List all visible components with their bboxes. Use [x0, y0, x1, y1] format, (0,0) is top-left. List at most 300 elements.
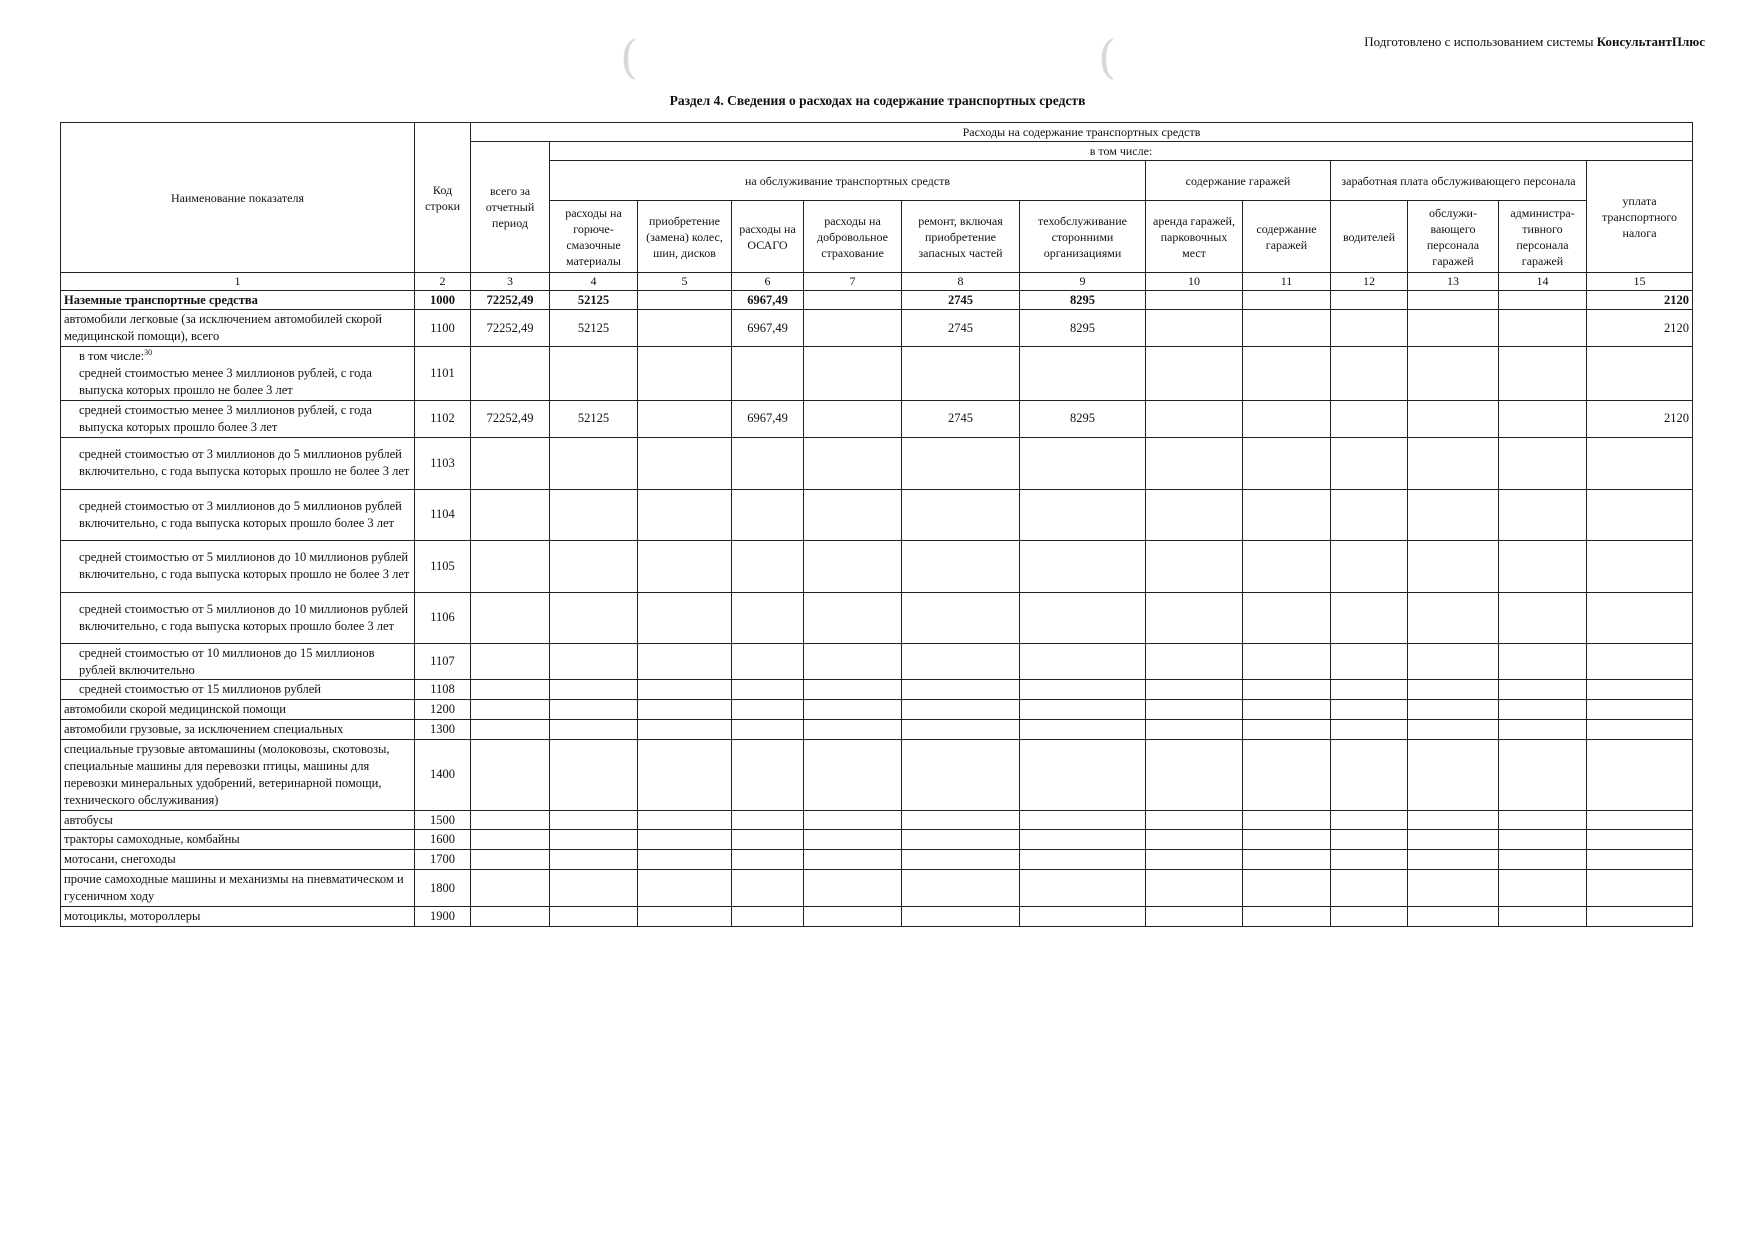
cell-admin — [1499, 906, 1587, 926]
cell-wheels — [638, 347, 732, 401]
cell-fuel — [550, 906, 638, 926]
cell-repair — [902, 437, 1020, 489]
cell-tax: 2120 — [1587, 400, 1693, 437]
row-code: 1600 — [415, 830, 471, 850]
row-code: 1108 — [415, 680, 471, 700]
cell-service — [1408, 830, 1499, 850]
col-name-header: Наименование показателя — [61, 123, 415, 273]
cell-total — [471, 592, 550, 643]
row-code: 1900 — [415, 906, 471, 926]
row-prefix: в том числе:$^{30}$ — [79, 348, 153, 364]
table-row — [61, 680, 1693, 700]
cell-wheels — [638, 810, 732, 830]
cell-rent — [1146, 850, 1243, 870]
cell-rent — [1146, 680, 1243, 700]
cell-maint — [1020, 740, 1146, 811]
cell-fuel — [550, 489, 638, 540]
cell-maint — [1020, 870, 1146, 907]
cell-total — [471, 489, 550, 540]
insurance-header: расходы на добровольное страхование — [804, 201, 902, 273]
row-code: 1102 — [415, 400, 471, 437]
cell-wheels — [638, 850, 732, 870]
cell-drivers — [1331, 810, 1408, 830]
cell-drivers — [1331, 290, 1408, 310]
cell-garage — [1243, 489, 1331, 540]
cell-wheels — [638, 740, 732, 811]
cell-rent — [1146, 870, 1243, 907]
col-num: 9 — [1020, 273, 1146, 290]
cell-service — [1408, 643, 1499, 680]
cell-osago — [732, 437, 804, 489]
cell-service — [1408, 680, 1499, 700]
cell-rent — [1146, 290, 1243, 310]
cell-tax — [1587, 592, 1693, 643]
cell-tax — [1587, 850, 1693, 870]
cell-repair — [902, 740, 1020, 811]
table-row — [61, 643, 1693, 680]
row-code: 1400 — [415, 740, 471, 811]
table-row — [61, 740, 1693, 811]
row-name — [61, 700, 415, 720]
cell-wheels — [638, 700, 732, 720]
row-name-text: прочие самоходные машины и механизмы на пневматическом и гусеничном ходу — [64, 872, 404, 904]
cell-garage — [1243, 720, 1331, 740]
cell-repair — [902, 810, 1020, 830]
cell-rent — [1146, 700, 1243, 720]
cell-admin — [1499, 540, 1587, 592]
cell-service — [1408, 290, 1499, 310]
cell-wheels — [638, 489, 732, 540]
cell-osago — [732, 810, 804, 830]
row-name-text: средней стоимостью от 15 миллионов рублей — [79, 682, 321, 697]
cell-tax — [1587, 906, 1693, 926]
cell-fuel — [550, 700, 638, 720]
cell-tax — [1587, 540, 1693, 592]
cell-fuel — [550, 680, 638, 700]
cell-garage — [1243, 680, 1331, 700]
cell-garage — [1243, 810, 1331, 830]
cell-rent — [1146, 437, 1243, 489]
cell-service — [1408, 850, 1499, 870]
row-code: 1000 — [415, 290, 471, 310]
cell-admin — [1499, 437, 1587, 489]
cell-osago — [732, 643, 804, 680]
table-row — [61, 700, 1693, 720]
including-header: в том числе: — [550, 142, 1693, 161]
cell-drivers — [1331, 870, 1408, 907]
row-name — [61, 720, 415, 740]
cell-fuel — [550, 740, 638, 811]
cell-rent — [1146, 489, 1243, 540]
cell-osago — [732, 720, 804, 740]
tax-header: уплата транспортного налога — [1587, 161, 1693, 273]
cell-total — [471, 740, 550, 811]
row-name-text: мотоциклы, мотороллеры — [64, 908, 201, 923]
cell-rent — [1146, 643, 1243, 680]
col-code-header: Код строки — [415, 123, 471, 273]
cell-garage — [1243, 870, 1331, 907]
col-num: 2 — [415, 273, 471, 290]
row-code: 1104 — [415, 489, 471, 540]
cell-garage — [1243, 643, 1331, 680]
cell-service — [1408, 310, 1499, 347]
row-name-text: Наземные транспортные средства — [64, 292, 258, 307]
cell-maint — [1020, 347, 1146, 401]
cell-drivers — [1331, 592, 1408, 643]
cell-wheels — [638, 310, 732, 347]
cell-maint — [1020, 810, 1146, 830]
cell-maint — [1020, 700, 1146, 720]
row-name — [61, 347, 415, 401]
cell-drivers — [1331, 720, 1408, 740]
row-code: 1200 — [415, 700, 471, 720]
col-num: 14 — [1499, 273, 1587, 290]
cell-garage — [1243, 290, 1331, 310]
cell-tax — [1587, 700, 1693, 720]
cell-repair: 2745 — [902, 310, 1020, 347]
admin-staff-header: администра-тивного персонала гаражей — [1499, 201, 1587, 273]
row-name-text: средней стоимостью от 3 миллионов до 5 миллионов рублей включительно, с года выпуска которых прошло не более 3 лет — [79, 447, 410, 479]
col-num: 12 — [1331, 273, 1408, 290]
cell-drivers — [1331, 347, 1408, 401]
cell-repair: 2745 — [902, 400, 1020, 437]
cell-tax — [1587, 489, 1693, 540]
expenses-header: Расходы на содержание транспортных средств — [471, 123, 1693, 142]
col-num: 6 — [732, 273, 804, 290]
footnote-mark: 30 — [144, 348, 153, 358]
row-name-text: средней стоимостью менее 3 миллионов рублей, с года выпуска которых прошло более 3 лет — [79, 402, 372, 434]
cell-total — [471, 700, 550, 720]
cell-maint — [1020, 437, 1146, 489]
row-name — [61, 830, 415, 850]
cell-repair — [902, 643, 1020, 680]
cell-insurance — [804, 643, 902, 680]
cell-insurance — [804, 906, 902, 926]
cell-wheels — [638, 400, 732, 437]
table-row — [61, 489, 1693, 540]
row-code: 1100 — [415, 310, 471, 347]
cell-repair — [902, 870, 1020, 907]
row-name-text: средней стоимостью менее 3 миллионов рублей, с года выпуска которых прошло не более 3 лет — [79, 366, 372, 398]
cell-drivers — [1331, 540, 1408, 592]
row-code: 1800 — [415, 870, 471, 907]
salary-group-header: заработная плата обслуживающего персонала — [1331, 161, 1587, 201]
table-row — [61, 870, 1693, 907]
cell-garage — [1243, 906, 1331, 926]
col-num: 5 — [638, 273, 732, 290]
table-row — [61, 830, 1693, 850]
cell-service — [1408, 489, 1499, 540]
cell-osago: 6967,49 — [732, 310, 804, 347]
row-name — [61, 906, 415, 926]
cell-service — [1408, 347, 1499, 401]
cell-garage — [1243, 540, 1331, 592]
cell-service — [1408, 740, 1499, 811]
cell-total — [471, 540, 550, 592]
cell-repair — [902, 700, 1020, 720]
cell-service — [1408, 810, 1499, 830]
cell-admin — [1499, 850, 1587, 870]
cell-repair — [902, 592, 1020, 643]
col-num: 11 — [1243, 273, 1331, 290]
repair-header: ремонт, включая приобретение запасных частей — [902, 201, 1020, 273]
row-name — [61, 592, 415, 643]
cell-osago — [732, 850, 804, 870]
row-name-text: мотосани, снегоходы — [64, 852, 176, 867]
row-name — [61, 290, 415, 310]
cell-wheels — [638, 290, 732, 310]
cell-garage — [1243, 830, 1331, 850]
cell-repair — [902, 540, 1020, 592]
section-title: Раздел 4. Сведения о расходах на содержание транспортных средств — [669, 93, 1086, 108]
cell-tax — [1587, 870, 1693, 907]
row-name-text: автомобили легковые (за исключением автомобилей скорой медицинской помощи), всего — [64, 312, 382, 344]
cell-tax: 2120 — [1587, 290, 1693, 310]
cell-total — [471, 437, 550, 489]
row-name — [61, 540, 415, 592]
cell-service — [1408, 437, 1499, 489]
cell-insurance — [804, 592, 902, 643]
row-name-text: средней стоимостью от 10 миллионов до 15 миллионов рублей включительно — [79, 645, 375, 677]
cell-fuel — [550, 870, 638, 907]
cell-tax — [1587, 347, 1693, 401]
cell-repair — [902, 830, 1020, 850]
cell-insurance — [804, 400, 902, 437]
garage-upkeep-header: содержание гаражей — [1243, 201, 1331, 273]
cell-admin — [1499, 347, 1587, 401]
cell-rent — [1146, 400, 1243, 437]
row-name-text: специальные грузовые автомашины (молоковозы, скотовозы, специальные машины для перевозки птицы, машины для перевозки минеральных удобрений, ветеринарной помощи, технического обслуживания) — [64, 742, 390, 807]
cell-rent — [1146, 347, 1243, 401]
row-code: 1500 — [415, 810, 471, 830]
cell-admin — [1499, 720, 1587, 740]
table-row — [61, 347, 1693, 401]
cell-service — [1408, 540, 1499, 592]
col-num: 13 — [1408, 273, 1499, 290]
row-name — [61, 740, 415, 811]
cell-rent — [1146, 720, 1243, 740]
cell-tax — [1587, 680, 1693, 700]
cell-total — [471, 810, 550, 830]
cell-repair — [902, 347, 1020, 401]
cell-insurance — [804, 437, 902, 489]
cell-wheels — [638, 643, 732, 680]
cell-drivers — [1331, 310, 1408, 347]
cell-total: 72252,49 — [471, 400, 550, 437]
cell-insurance — [804, 680, 902, 700]
cell-maint: 8295 — [1020, 290, 1146, 310]
row-name-text: тракторы самоходные, комбайны — [64, 832, 240, 847]
cell-fuel — [550, 850, 638, 870]
cell-admin — [1499, 680, 1587, 700]
cell-insurance — [804, 740, 902, 811]
consultant-note — [1364, 34, 1705, 50]
cell-total — [471, 347, 550, 401]
col-total-header: всего за отчетный период — [471, 142, 550, 273]
cell-total — [471, 720, 550, 740]
cell-fuel — [550, 720, 638, 740]
row-name — [61, 870, 415, 907]
garage-group-header: содержание гаражей — [1146, 161, 1331, 201]
row-name — [61, 643, 415, 680]
cell-wheels — [638, 540, 732, 592]
service-group-header: на обслуживание транспортных средств — [550, 161, 1146, 201]
cell-maint: 8295 — [1020, 310, 1146, 347]
cell-repair — [902, 906, 1020, 926]
cell-service — [1408, 592, 1499, 643]
col-num: 8 — [902, 273, 1020, 290]
cell-admin — [1499, 489, 1587, 540]
cell-repair — [902, 680, 1020, 700]
cell-maint — [1020, 720, 1146, 740]
row-name-text: автобусы — [64, 812, 113, 827]
cell-wheels — [638, 720, 732, 740]
table-row — [61, 592, 1693, 643]
cell-drivers — [1331, 643, 1408, 680]
table-row — [61, 850, 1693, 870]
col-num: 15 — [1587, 273, 1693, 290]
cell-total — [471, 643, 550, 680]
row-name — [61, 810, 415, 830]
table-body — [61, 290, 1693, 926]
cell-tax — [1587, 720, 1693, 740]
cell-maint — [1020, 830, 1146, 850]
cell-admin — [1499, 740, 1587, 811]
cell-insurance — [804, 720, 902, 740]
cell-maint: 8295 — [1020, 400, 1146, 437]
cell-rent — [1146, 310, 1243, 347]
col-num: 10 — [1146, 273, 1243, 290]
cell-drivers — [1331, 700, 1408, 720]
row-code: 1300 — [415, 720, 471, 740]
row-code: 1103 — [415, 437, 471, 489]
row-code: 1700 — [415, 850, 471, 870]
cell-osago — [732, 830, 804, 850]
service-staff-header: обслужи-вающего персонала гаражей — [1408, 201, 1499, 273]
cell-osago — [732, 540, 804, 592]
cell-total: 72252,49 — [471, 310, 550, 347]
cell-total — [471, 906, 550, 926]
cell-maint — [1020, 540, 1146, 592]
cell-wheels — [638, 592, 732, 643]
cell-service — [1408, 906, 1499, 926]
fuel-header: расходы на горюче-смазочные материалы — [550, 201, 638, 273]
table-row — [61, 906, 1693, 926]
row-name-text: автомобили скорой медицинской помощи — [64, 702, 286, 717]
row-name-text: средней стоимостью от 5 миллионов до 10 миллионов рублей включительно, с года выпуска которых прошло не более 3 лет — [79, 550, 410, 582]
cell-fuel — [550, 540, 638, 592]
drivers-header: водителей — [1331, 201, 1408, 273]
cell-admin — [1499, 700, 1587, 720]
cell-wheels — [638, 870, 732, 907]
row-name — [61, 310, 415, 347]
row-name-text: средней стоимостью от 5 миллионов до 10 миллионов рублей включительно, с года выпуска которых прошло более 3 лет — [79, 601, 409, 633]
cell-service — [1408, 400, 1499, 437]
cell-tax — [1587, 740, 1693, 811]
cell-osago — [732, 870, 804, 907]
cell-admin — [1499, 592, 1587, 643]
cell-insurance — [804, 700, 902, 720]
cell-garage — [1243, 437, 1331, 489]
col-num: 3 — [471, 273, 550, 290]
cell-drivers — [1331, 906, 1408, 926]
cell-wheels — [638, 680, 732, 700]
cell-drivers — [1331, 437, 1408, 489]
cell-rent — [1146, 906, 1243, 926]
row-name-text: средней стоимостью от 3 миллионов до 5 миллионов рублей включительно, с года выпуска которых прошло более 3 лет — [79, 498, 402, 530]
row-name — [61, 680, 415, 700]
cell-service — [1408, 700, 1499, 720]
cell-insurance — [804, 489, 902, 540]
cell-maint — [1020, 850, 1146, 870]
cell-osago — [732, 700, 804, 720]
cell-insurance — [804, 830, 902, 850]
cell-insurance — [804, 290, 902, 310]
cell-rent — [1146, 592, 1243, 643]
cell-admin — [1499, 290, 1587, 310]
cell-insurance — [804, 810, 902, 830]
cell-service — [1408, 720, 1499, 740]
cell-tax — [1587, 437, 1693, 489]
cell-repair — [902, 720, 1020, 740]
cell-osago: 6967,49 — [732, 290, 804, 310]
cell-osago — [732, 680, 804, 700]
note-prefix: Подготовлено с использованием системы — [1364, 34, 1594, 49]
cell-drivers — [1331, 830, 1408, 850]
cell-drivers — [1331, 400, 1408, 437]
cell-fuel — [550, 643, 638, 680]
cell-wheels — [638, 906, 732, 926]
cell-admin — [1499, 870, 1587, 907]
cell-rent — [1146, 540, 1243, 592]
cell-osago — [732, 592, 804, 643]
cell-insurance — [804, 870, 902, 907]
cell-drivers — [1331, 489, 1408, 540]
cell-tax — [1587, 643, 1693, 680]
cell-maint — [1020, 906, 1146, 926]
row-name — [61, 437, 415, 489]
cell-garage — [1243, 400, 1331, 437]
table-row — [61, 437, 1693, 489]
table-row — [61, 400, 1693, 437]
cell-maint — [1020, 489, 1146, 540]
cell-insurance — [804, 850, 902, 870]
cell-repair — [902, 489, 1020, 540]
cell-insurance — [804, 347, 902, 401]
expenses-table — [60, 122, 1693, 927]
cell-insurance — [804, 310, 902, 347]
cell-maint — [1020, 643, 1146, 680]
note-brand: КонсультантПлюс — [1596, 34, 1705, 49]
cell-fuel — [550, 830, 638, 850]
cell-total — [471, 680, 550, 700]
osago-header: расходы на ОСАГО — [732, 201, 804, 273]
cell-maint — [1020, 680, 1146, 700]
cell-tax: 2120 — [1587, 310, 1693, 347]
cell-wheels — [638, 437, 732, 489]
table-row — [61, 310, 1693, 347]
cell-osago: 6967,49 — [732, 400, 804, 437]
column-number-row — [61, 273, 1693, 290]
cell-fuel — [550, 810, 638, 830]
table-row — [61, 720, 1693, 740]
cell-repair — [902, 850, 1020, 870]
cell-fuel: 52125 — [550, 310, 638, 347]
cell-osago — [732, 740, 804, 811]
cell-admin — [1499, 830, 1587, 850]
cell-garage — [1243, 310, 1331, 347]
cell-garage — [1243, 850, 1331, 870]
